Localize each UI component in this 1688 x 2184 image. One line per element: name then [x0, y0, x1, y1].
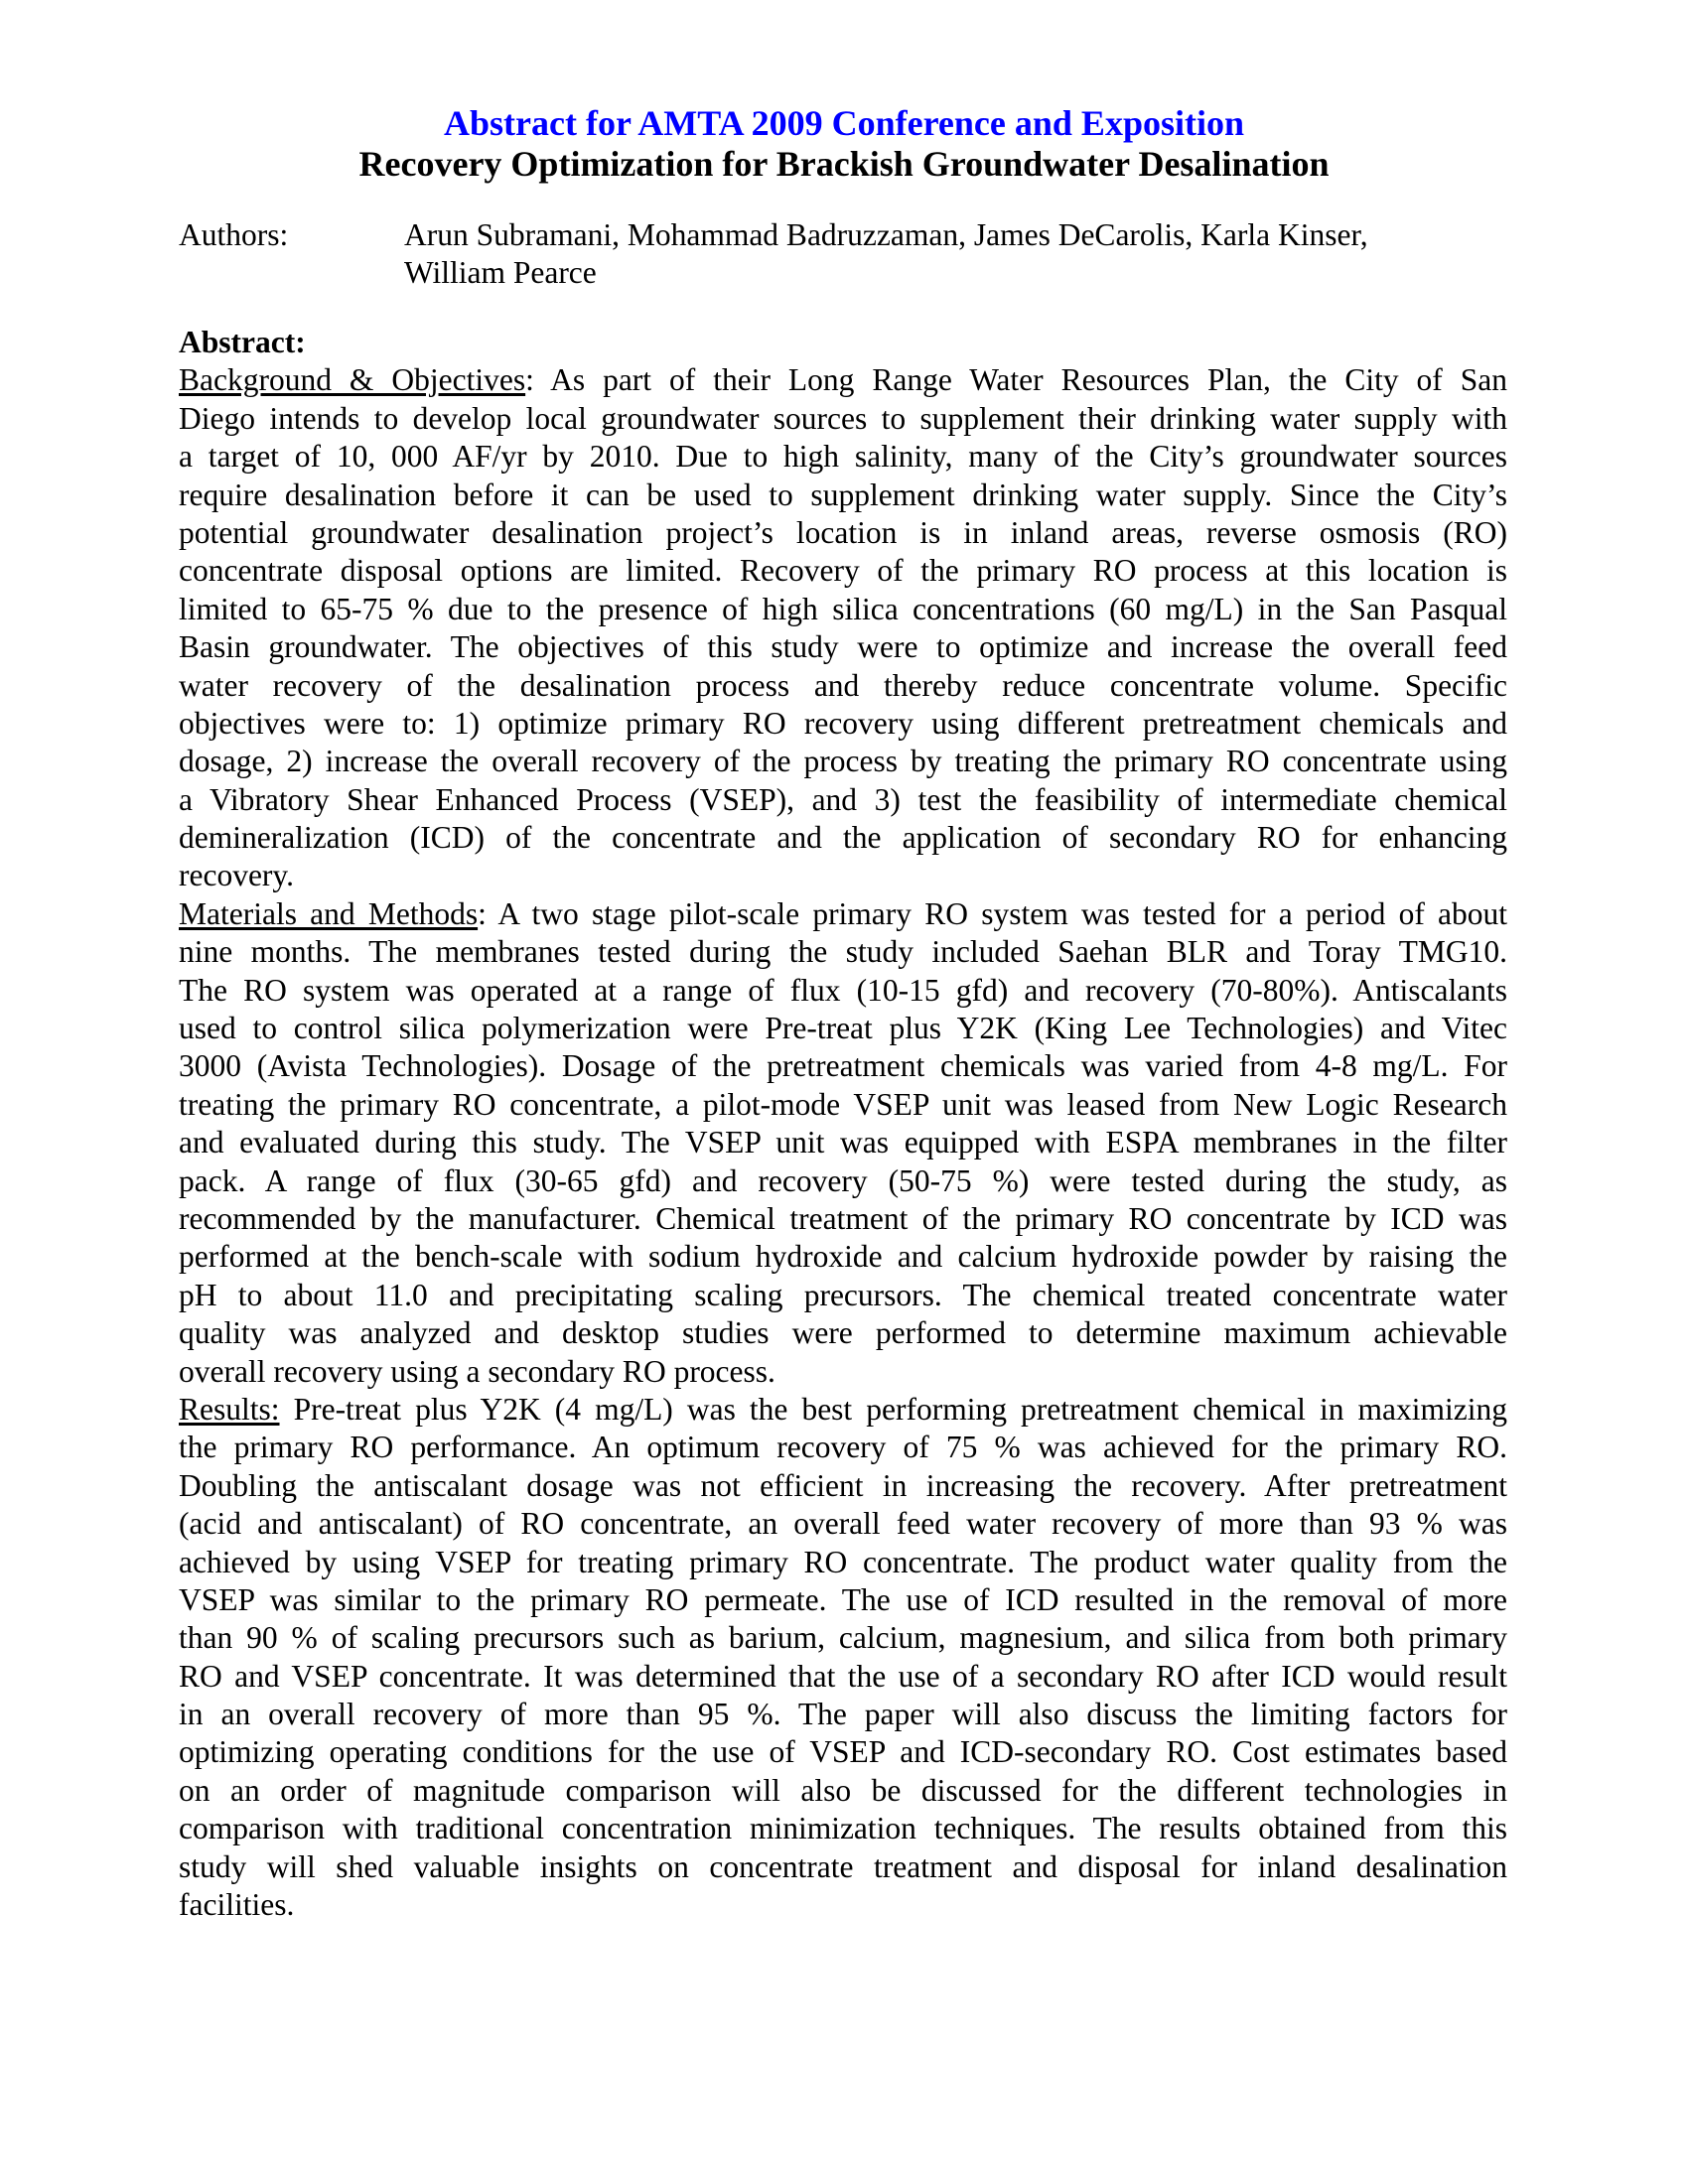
document-title: Abstract for AMTA 2009 Conference and Exposition	[444, 103, 1244, 143]
paragraph-line: performed at the bench-scale with sodium hydroxide and calcium hydroxide powder by raising the	[179, 1239, 1507, 1275]
paragraph-line: Background & Objectives: As part of their Long Range Water Resources Plan, the City of San	[179, 362, 1507, 398]
paragraph-line: the primary RO performance. An optimum recovery of 75 % was achieved for the primary RO.	[179, 1430, 1507, 1465]
paragraph-line: The RO system was operated at a range of flux (10-15 gfd) and recovery (70-80%). Antiscalants	[179, 972, 1507, 1008]
paragraph-line: require desalination before it can be used to supplement drinking water supply. Since the City’s	[179, 477, 1507, 512]
paragraph-line: recommended by the manufacturer. Chemical treatment of the primary RO concentrate by ICD was	[179, 1200, 1507, 1236]
paragraph-line: Materials and Methods: A two stage pilot-scale primary RO system was tested for a period of about	[179, 895, 1507, 931]
paragraph-line: and evaluated during this study. The VSEP unit was equipped with ESPA membranes in the filter	[179, 1125, 1507, 1160]
paragraph-line: than 90 % of scaling precursors such as barium, calcium, magnesium, and silica from both primary	[179, 1620, 1507, 1656]
authors-line: Arun Subramani, Mohammad Badruzzaman, James DeCarolis, Karla Kinser,	[404, 217, 1368, 252]
paragraph-line: in an overall recovery of more than 95 %. The paper will also discuss the limiting factors for	[179, 1697, 1507, 1732]
paragraph-line: a Vibratory Shear Enhanced Process (VSEP), and 3) test the feasibility of intermediate chemical	[179, 781, 1507, 817]
paragraph-line: dosage, 2) increase the overall recovery of the process by treating the primary RO concentrate using	[179, 744, 1507, 779]
paragraph-line: optimizing operating conditions for the use of VSEP and ICD-secondary RO. Cost estimates based	[179, 1734, 1507, 1770]
abstract-body	[179, 324, 1507, 1924]
paragraph-line: study will shed valuable insights on concentrate treatment and disposal for inland desalination	[179, 1848, 1507, 1884]
paragraph-line: Diego intends to develop local groundwater sources to supplement their drinking water supply with	[179, 400, 1507, 436]
paragraph-line: a target of 10, 000 AF/yr by 2010. Due to high salinity, many of the City’s groundwater sources	[179, 439, 1507, 475]
paragraph-line: (acid and antiscalant) of RO concentrate, an overall feed water recovery of more than 93 % was	[179, 1506, 1507, 1542]
section-label: Background & Objectives	[179, 362, 526, 398]
paragraph-line: on an order of magnitude comparison will also be discussed for the different technologies in	[179, 1772, 1507, 1808]
paragraph-line: Basin groundwater. The objectives of this study were to optimize and increase the overall feed	[179, 629, 1507, 665]
paragraph-line: achieved by using VSEP for treating primary RO concentrate. The product water quality from the	[179, 1544, 1507, 1579]
paragraph-line: VSEP was similar to the primary RO permeate. The use of ICD resulted in the removal of more	[179, 1581, 1507, 1617]
section-label-colon: :	[478, 895, 487, 931]
section-label: Results:	[179, 1391, 280, 1427]
abstract-section	[179, 1391, 1507, 1924]
authors-label: Authors:	[179, 217, 289, 252]
paragraph-line: used to control silica polymerization were Pre-treat plus Y2K (King Lee Technologies) and Vitec	[179, 1011, 1507, 1046]
paragraph-line: pH to about 11.0 and precipitating scaling precursors. The chemical treated concentrate water	[179, 1277, 1507, 1312]
abstract-sections	[179, 361, 1507, 1924]
section-label-colon: :	[525, 362, 534, 398]
paragraph-line: quality was analyzed and desktop studies were performed to determine maximum achievable	[179, 1315, 1507, 1351]
paragraph-line: demineralization (ICD) of the concentrate and the application of secondary RO for enhancing	[179, 820, 1507, 856]
paragraph-line: water recovery of the desalination process and thereby reduce concentrate volume. Specific	[179, 667, 1507, 703]
paragraph-line: Results: Pre-treat plus Y2K (4 mg/L) was the best performing pretreatment chemical in maximizing	[179, 1391, 1507, 1427]
paragraph-line: comparison with traditional concentration minimization techniques. The results obtained from this	[179, 1811, 1507, 1846]
authors-names	[404, 216, 1516, 292]
paragraph-line: potential groundwater desalination project’s location is in inland areas, reverse osmosis (RO)	[179, 514, 1507, 550]
document-subtitle: Recovery Optimization for Brackish Groundwater Desalination	[358, 144, 1330, 184]
paragraph-line: limited to 65-75 % due to the presence of high silica concentrations (60 mg/L) in the San Pasqual	[179, 591, 1507, 626]
abstract-heading: Abstract:	[179, 325, 306, 359]
authors-line: William Pearce	[404, 255, 597, 290]
paragraph-line: recovery.	[179, 858, 295, 893]
paragraph-line: concentrate disposal options are limited. Recovery of the primary RO process at this location is	[179, 553, 1507, 589]
paragraph-line: 3000 (Avista Technologies). Dosage of the pretreatment chemicals was varied from 4-8 mg/L. For	[179, 1048, 1507, 1084]
paragraph-line: objectives were to: 1) optimize primary RO recovery using different pretreatment chemicals and	[179, 705, 1507, 741]
paragraph-line: RO and VSEP concentrate. It was determined that the use of a secondary RO after ICD would result	[179, 1658, 1507, 1694]
abstract-section	[179, 895, 1507, 1391]
paragraph-line: treating the primary RO concentrate, a pilot-mode VSEP unit was leased from New Logic Research	[179, 1086, 1507, 1122]
paragraph-line: pack. A range of flux (30-65 gfd) and recovery (50-75 %) were tested during the study, as	[179, 1162, 1507, 1198]
paragraph-line: overall recovery using a secondary RO process.	[179, 1353, 775, 1389]
paragraph-line: facilities.	[179, 1887, 295, 1923]
paragraph-line: Doubling the antiscalant dosage was not efficient in increasing the recovery. After pretreatment	[179, 1467, 1507, 1503]
abstract-section	[179, 361, 1507, 894]
paragraph-line: nine months. The membranes tested during the study included Saehan BLR and Toray TMG10.	[179, 934, 1507, 970]
section-label: Materials and Methods	[179, 895, 479, 931]
